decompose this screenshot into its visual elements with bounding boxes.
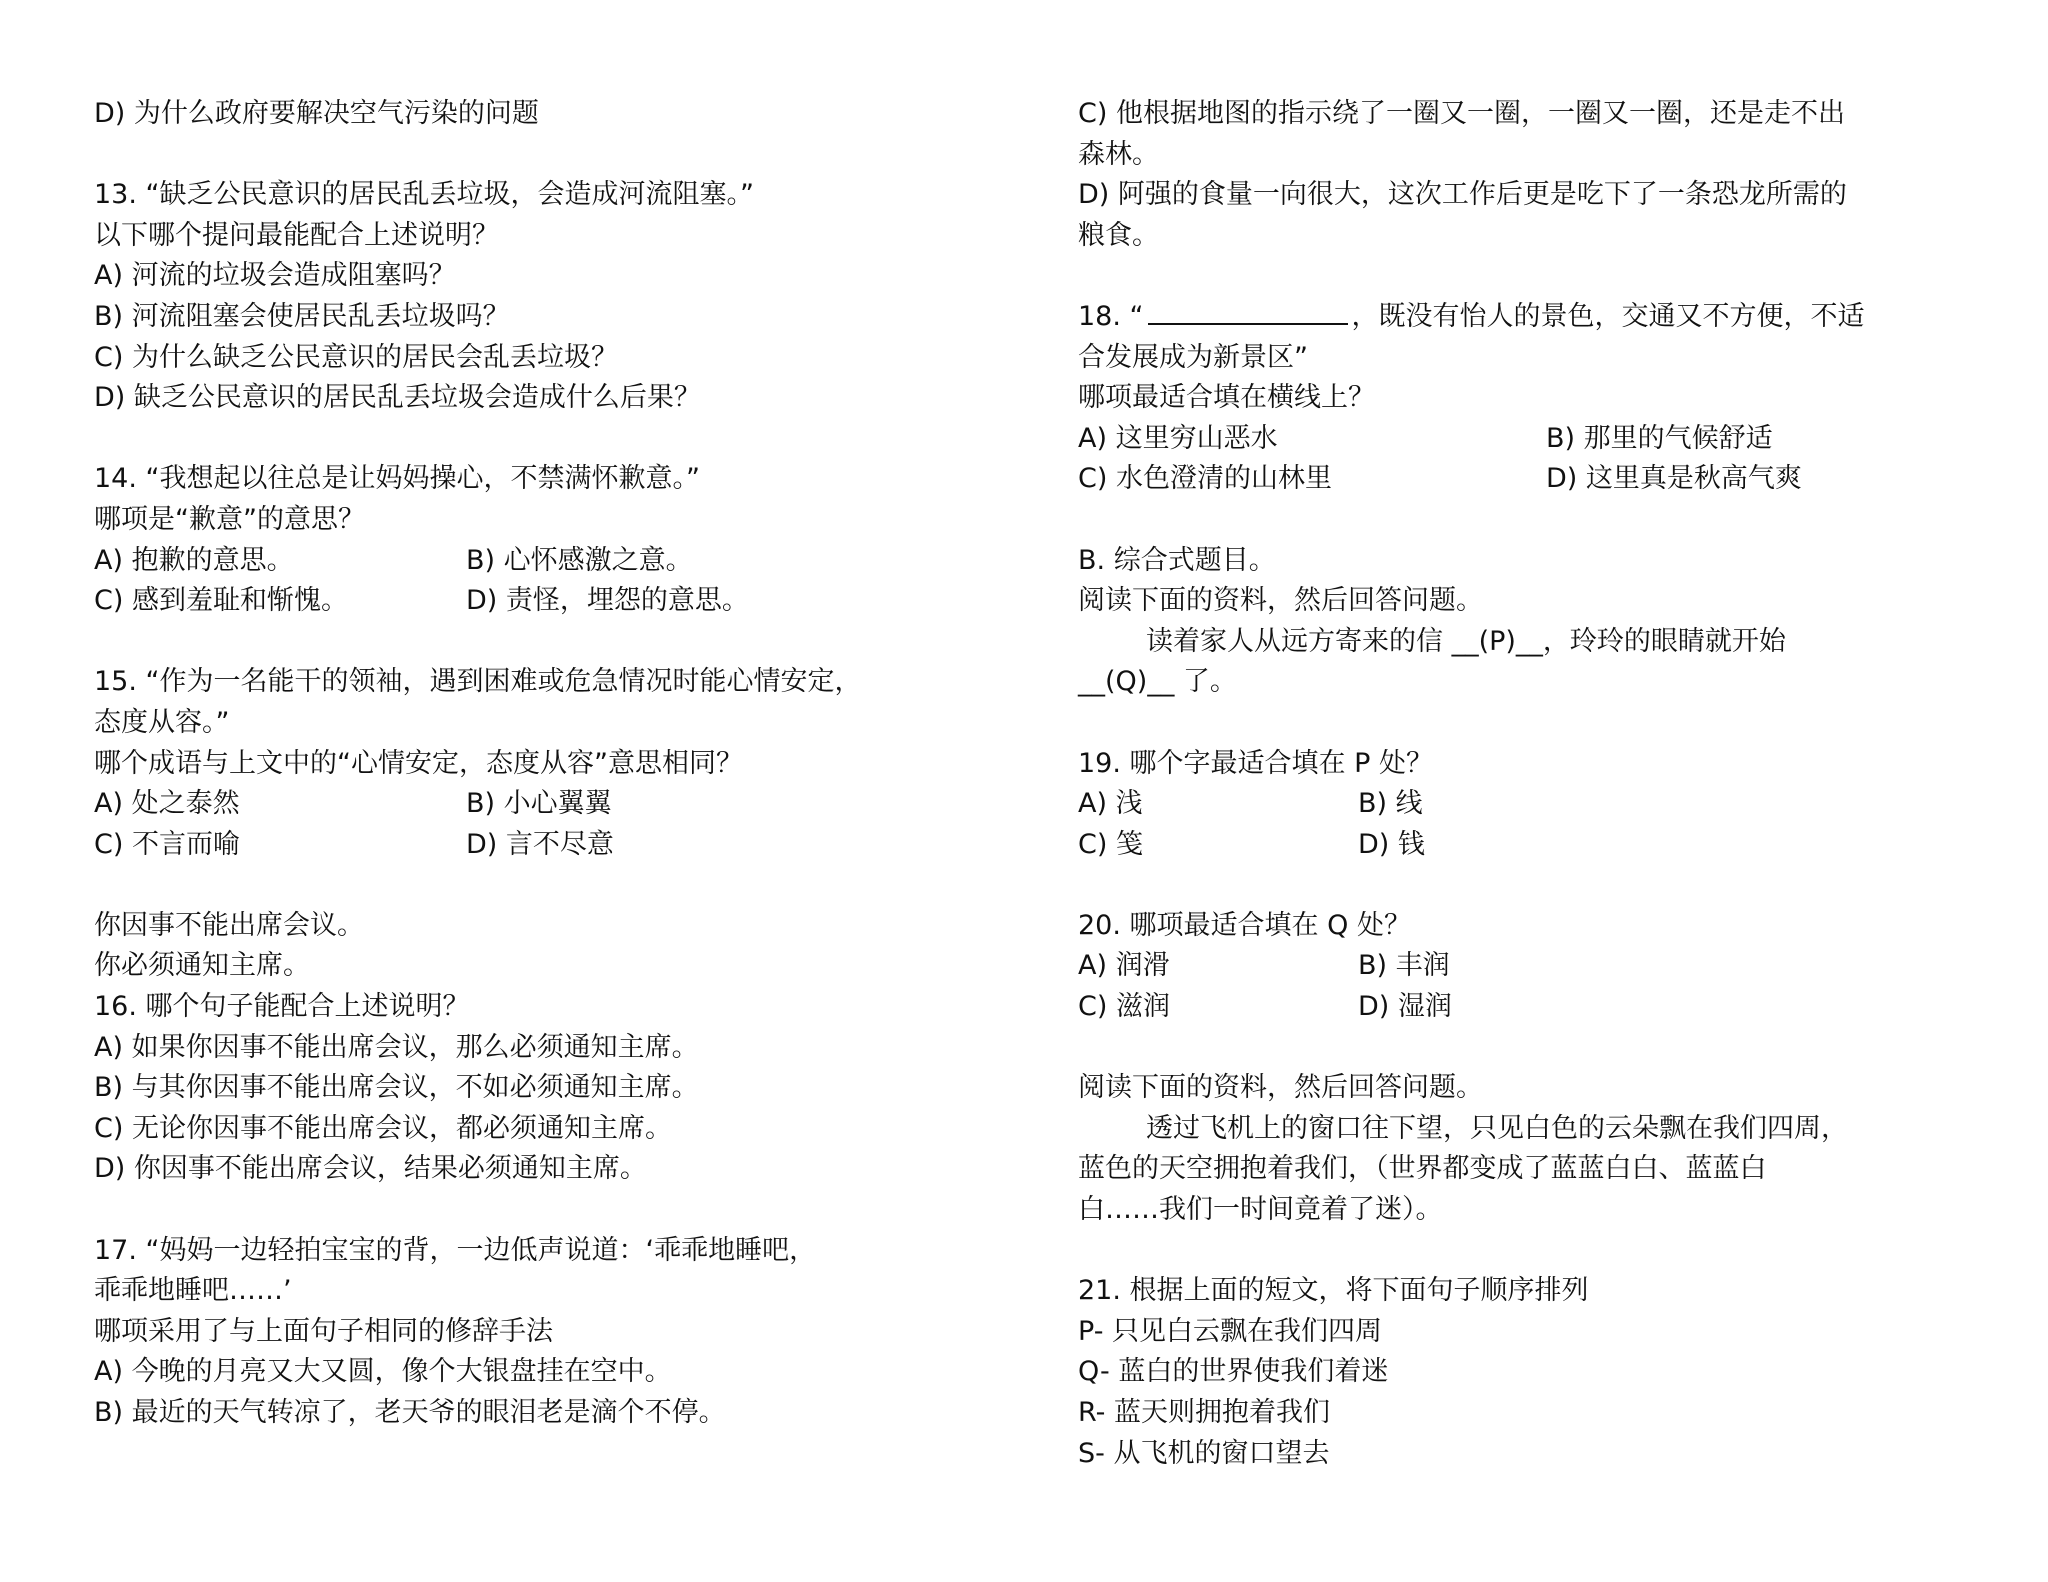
q20-options-row-2: [1078, 987, 1978, 1028]
q16-context-line-2: 你必须通知主席。: [94, 950, 310, 982]
q13-option-b: B) 河流阻塞会使居民乱丢垃圾吗？: [94, 300, 510, 332]
section-b-instruction: 阅读下面的资料，然后回答问题。: [1078, 585, 1483, 617]
q17-option-c-line-2: 森林。: [1078, 138, 1159, 170]
q19-stem: 19. 哪个字最适合填在 P 处？: [1078, 747, 1433, 779]
section-b-title: B. 综合式题目。: [1078, 544, 1276, 576]
q18-option-a: A) 这里穷山恶水: [1078, 422, 1278, 454]
q18-option-c: C) 水色澄清的山林里: [1078, 463, 1332, 495]
q17-prompt: 哪项采用了与上面句子相同的修辞手法: [94, 1315, 553, 1347]
left-column: [94, 94, 994, 1434]
q15-stem-line-1: 15. “作为一名能干的领袖，遇到困难或危急情况时能心情安定，: [94, 666, 862, 698]
q17-option-d-line-1: D) 阿强的食量一向很大，这次工作后更是吃下了一条恐龙所需的: [1078, 179, 1847, 211]
q21-item-s: S- 从飞机的窗口望去: [1078, 1437, 1330, 1469]
q20-option-d: D) 湿润: [1358, 991, 1452, 1023]
q19-options-row-2: [1078, 825, 1978, 866]
q15-option-d: D) 言不尽意: [466, 828, 614, 860]
q18-stem-suffix: ，既没有怡人的景色，交通又不方便，不适: [1351, 300, 1865, 332]
q14-option-a: A) 抱歉的意思。: [94, 544, 294, 576]
q18-stem-prefix: 18. “: [1078, 300, 1144, 332]
q14-option-c: C) 感到羞耻和惭愧。: [94, 585, 348, 617]
q14-option-d: D) 责怪，埋怨的意思。: [466, 585, 749, 617]
q15-options-row-2: [94, 825, 994, 866]
q19-options-row-1: [1078, 784, 1978, 825]
q20-options-row-1: [1078, 946, 1978, 987]
q15-options-row-1: [94, 784, 994, 825]
q13-option-c: C) 为什么缺乏公民意识的居民会乱丢垃圾？: [94, 341, 618, 373]
q17-stem-line-2: 乖乖地睡吧……’: [94, 1275, 292, 1307]
section-b-passage-line-1: 读着家人从远方寄来的信 __(P)__，玲玲的眼睛就开始: [1146, 625, 1786, 657]
q16-context-line-1: 你因事不能出席会议。: [94, 909, 364, 941]
q20-option-b: B) 丰润: [1358, 950, 1450, 982]
passage-2-instruction: 阅读下面的资料，然后回答问题。: [1078, 1072, 1483, 1104]
passage-2-line-3: 白……我们一时间竟着了迷）。: [1078, 1194, 1443, 1226]
q14-stem: 14. “我想起以往总是让妈妈操心，不禁满怀歉意。”: [94, 463, 700, 495]
q13-option-a: A) 河流的垃圾会造成阻塞吗？: [94, 260, 456, 292]
q12-option-d: D) 为什么政府要解决空气污染的问题: [94, 98, 539, 129]
q18-stem-line-1: [1078, 297, 1978, 338]
q15-prompt: 哪个成语与上文中的“心情安定，态度从容”意思相同？: [94, 747, 743, 779]
q19-option-b: B) 线: [1358, 788, 1423, 820]
q18-option-b: B) 那里的气候舒适: [1546, 422, 1773, 454]
q21-stem: 21. 根据上面的短文，将下面句子顺序排列: [1078, 1275, 1589, 1307]
q14-options-row-2: [94, 581, 994, 622]
q18-stem-line-2: 合发展成为新景区”: [1078, 341, 1308, 373]
q17-option-c-line-1: C) 他根据地图的指示绕了一圈又一圈，一圈又一圈，还是走不出: [1078, 98, 1845, 129]
q18-options-row-2: [1078, 459, 1978, 500]
q13-stem: 13. “缺乏公民意识的居民乱丢垃圾，会造成河流阻塞。”: [94, 179, 754, 211]
q16-option-c: C) 无论你因事不能出席会议，都必须通知主席。: [94, 1112, 672, 1144]
q14-option-b: B) 心怀感激之意。: [466, 544, 693, 576]
q14-prompt: 哪项是“歉意”的意思？: [94, 503, 365, 535]
q18-option-d: D) 这里真是秋高气爽: [1546, 463, 1802, 495]
q18-fill-blank: [1148, 297, 1348, 325]
q20-option-c: C) 滋润: [1078, 991, 1170, 1023]
right-column: [1078, 94, 1978, 1474]
q19-option-c: C) 笺: [1078, 828, 1143, 860]
q13-option-d: D) 缺乏公民意识的居民乱丢垃圾会造成什么后果？: [94, 382, 701, 414]
passage-2-line-1: 透过飞机上的窗口往下望，只见白色的云朵飘在我们四周，: [1146, 1112, 1848, 1144]
q16-option-d: D) 你因事不能出席会议，结果必须通知主席。: [94, 1153, 647, 1185]
q17-option-a: A) 今晚的月亮又大又圆，像个大银盘挂在空中。: [94, 1356, 672, 1388]
q15-option-c: C) 不言而喻: [94, 828, 240, 860]
q20-option-a: A) 润滑: [1078, 950, 1170, 982]
q13-prompt: 以下哪个提问最能配合上述说明？: [94, 219, 499, 251]
q21-item-p: P- 只见白云飘在我们四周: [1078, 1315, 1383, 1347]
q14-options-row-1: [94, 541, 994, 582]
q15-option-a: A) 处之泰然: [94, 788, 240, 820]
q16-stem: 16. 哪个句子能配合上述说明？: [94, 991, 470, 1023]
q17-stem-line-1: 17. “妈妈一边轻拍宝宝的背，一边低声说道：‘乖乖地睡吧，: [94, 1234, 817, 1266]
q16-option-b: B) 与其你因事不能出席会议，不如必须通知主席。: [94, 1072, 699, 1104]
q21-item-q: Q- 蓝白的世界使我们着迷: [1078, 1356, 1389, 1388]
q18-options-row-1: [1078, 419, 1978, 460]
passage-2-line-2: 蓝色的天空拥抱着我们，（世界都变成了蓝蓝白白、蓝蓝白: [1078, 1153, 1767, 1185]
section-b-passage-line-2: __(Q)__ 了。: [1078, 666, 1237, 698]
q18-prompt: 哪项最适合填在横线上？: [1078, 382, 1375, 414]
q19-option-a: A) 浅: [1078, 788, 1143, 820]
q15-option-b: B) 小心翼翼: [466, 788, 612, 820]
q19-option-d: D) 钱: [1358, 828, 1425, 860]
q17-option-b: B) 最近的天气转凉了，老天爷的眼泪老是滴个不停。: [94, 1397, 726, 1428]
q15-stem-line-2: 态度从容。”: [94, 706, 230, 738]
q20-stem: 20. 哪项最适合填在 Q 处？: [1078, 909, 1411, 941]
q16-option-a: A) 如果你因事不能出席会议，那么必须通知主席。: [94, 1031, 699, 1063]
q17-option-d-line-2: 粮食。: [1078, 219, 1159, 251]
q21-item-r: R- 蓝天则拥抱着我们: [1078, 1397, 1330, 1428]
